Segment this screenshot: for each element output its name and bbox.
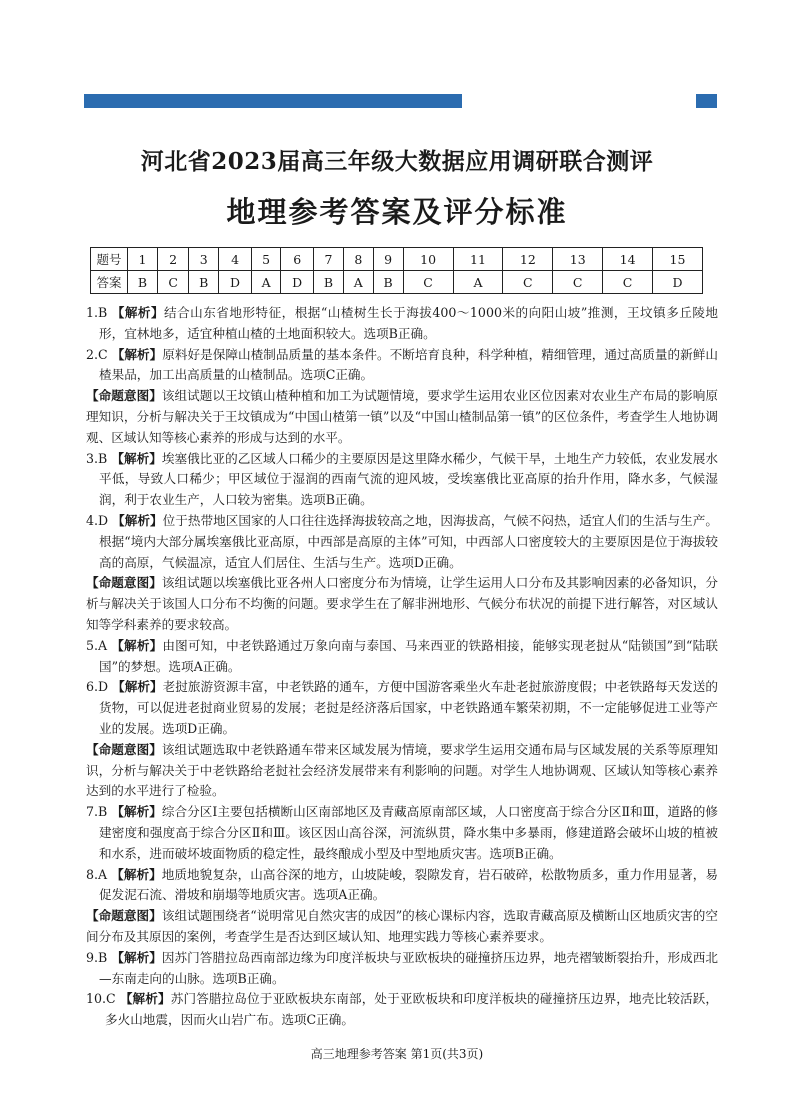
explanation-q6: 6.D 【解析】老挝旅游资源丰富，中老铁路的通车，方便中国游客乘坐火车赴老挝旅游度假；中老铁路每天发送的货物，可以促进老挝商业贸易的发展；老挝是经济落后国家，中老铁路通车繁荣初期，不一定能够促进工业等产业的发展。选项D正确。	[86, 679, 719, 736]
question-number-cell: 5	[251, 248, 281, 271]
question-number-cell: 4	[219, 248, 252, 271]
section-tag: 【解析】	[112, 512, 163, 528]
answer-cell: C	[158, 271, 189, 294]
design-intent-1: 【命题意图】该组试题以王坟镇山楂种植和加工为试题情境，要求学生运用农业区位因素对农业生产布局的影响原理知识，分析与解决关于王坟镇成为“中国山楂第一镇”以及“中国山楂制品第一镇”的区位条件，考查学生人地协调观、区域认知等核心素养的形成与达到的水平。	[86, 388, 719, 445]
section-tag: 【命题意图】	[86, 741, 162, 757]
design-intent-4: 【命题意图】该组试题围绕者“说明常见自然灾害的成因”的核心课标内容，选取青藏高原及横断山区地质灾害的空间分布及其原因的案例，考查学生是否达到区域认知、地理实践力等核心素养要求。	[86, 908, 718, 944]
answer-cell: D	[281, 271, 314, 294]
answer-cell: B	[189, 271, 219, 294]
answer-cell: D	[653, 271, 703, 294]
question-number-cell: 11	[453, 248, 503, 271]
question-number-cell: 9	[373, 248, 403, 271]
section-tag: 【命题意图】	[86, 388, 162, 404]
question-number-cell: 2	[158, 248, 189, 271]
answer-table	[90, 247, 703, 294]
answer-cell: D	[219, 271, 252, 294]
section-tag: 【解析】	[111, 866, 162, 882]
question-number-cell: 10	[403, 248, 453, 271]
answer-cell: A	[251, 271, 281, 294]
explanation-q2: 2.C 【解析】原料好是保障山楂制品质量的基本条件。不断培育良种，科学种植，精细管理，通过高质量的新鲜山楂果品，加工出高质量的山楂制品。选项C正确。	[86, 346, 719, 383]
question-number-cell: 12	[503, 248, 553, 271]
explanation-q10: 10.C 【解析】苏门答腊拉岛位于亚欧板块东南部，处于亚欧板块和印度洋板块的碰撞挤压边界，地壳比较活跃，多火山地震，因而火山岩广布。选项C正确。	[86, 991, 719, 1028]
question-number-cell: 14	[603, 248, 653, 271]
answer-explanations	[86, 303, 718, 1031]
section-tag: 【解析】	[111, 949, 162, 965]
explanation-q8: 8.A 【解析】地质地貌复杂，山高谷深的地方，山坡陡峻，裂隙发育，岩石破碎，松散物质多，重力作用显著，易促发泥石流、滑坡和崩塌等地质灾害。选项A正确。	[86, 866, 719, 903]
question-number-cell: 3	[189, 248, 219, 271]
explanation-q5: 5.A 【解析】由图可知，中老铁路通过万象向南与泰国、马来西亚的铁路相接，能够实现老挝从“陆锁国”到“陆联国”的梦想。选项A正确。	[86, 637, 719, 674]
answer-cell: B	[313, 271, 343, 294]
answer-cell: A	[453, 271, 503, 294]
section-tag: 【命题意图】	[86, 575, 162, 591]
exam-title: 河北省2023届高三年级大数据应用调研联合测评	[140, 148, 654, 175]
answer-cell: B	[128, 271, 158, 294]
document-title: 地理参考答案及评分标准	[226, 195, 568, 229]
design-intent-3: 【命题意图】该组试题选取中老铁路通车带来区域发展为情境，要求学生运用交通布局与区域发展的关系等原理知识，分析与解决关于中老铁路给老挝社会经济发展带来有利影响的问题。对学生人地协调观、区域认知等核心素养达到的水平进行了检验。	[86, 741, 719, 799]
explanation-q7: 7.B 【解析】综合分区Ⅰ主要包括横断山区南部地区及青藏高原南部区域，人口密度高于综合分区Ⅱ和Ⅲ，道路的修建密度和强度高于综合分区Ⅱ和Ⅲ。该区因山高谷深，河流纵贯，降水集中多暴雨，修建道路会破坏山坡的植被和水系，进而破坏坡面物质的稳定性，最终酿成小型及中型地质灾害。选项B正确。	[86, 804, 718, 861]
answer-cell: B	[373, 271, 403, 294]
question-number-cell: 15	[653, 248, 703, 271]
design-intent-2: 【命题意图】该组试题以埃塞俄比亚各州人口密度分布为情境，让学生运用人口分布及其影响因素的必备知识，分析与解决关于该国人口分布不均衡的问题。要求学生在了解非洲地形、气候分布状况的前提下进行解答，对区域认知等学科素养的要求较高。	[86, 575, 719, 632]
header-accent-square	[696, 94, 717, 108]
answer-cell: C	[603, 271, 653, 294]
section-tag: 【解析】	[111, 305, 165, 320]
question-number-cell: 13	[553, 248, 603, 271]
section-tag: 【解析】	[111, 804, 162, 820]
section-tag: 【解析】	[111, 450, 162, 466]
section-tag: 【解析】	[111, 637, 163, 653]
question-number-cell: 1	[128, 248, 158, 271]
question-number-row	[91, 248, 703, 271]
header-accent-bar	[84, 94, 462, 108]
section-tag: 【解析】	[111, 346, 163, 362]
explanation-q4: 4.D 【解析】位于热带地区国家的人口往往选择海拔较高之地，因海拔高，气候不闷热，适宜人们的生活与生产。根据“境内大部分属埃塞俄比亚高原，中西部是高原的主体”可知，中西部人口密度较大的主要原因是位于海拔较高的高原，气候温凉，适宜人们居住、生活与生产。选项D正确。	[86, 512, 719, 570]
answer-row	[91, 271, 703, 294]
explanation-q1: 1.B 【解析】结合山东省地形特征，根据“山楂树生长于海拔400～1000米的向阳山坡”推测，王坟镇多丘陵地形，宜林地多，适宜种植山楂的土地面积较大。选项B正确。	[86, 305, 718, 341]
answer-cell: C	[553, 271, 603, 294]
answer-cell: C	[403, 271, 453, 294]
page-footer: 高三地理参考答案 第1页(共3页)	[310, 1047, 484, 1061]
explanation-q3: 3.B 【解析】埃塞俄比亚的乙区域人口稀少的主要原因是这里降水稀少，气候干旱，土地生产力较低，农业发展水平低，导致人口稀少；甲区域位于湿润的西南气流的迎风坡，受埃塞俄比亚高原的抬升作用，降水多，气候湿润，利于农业生产，人口较为密集。选项B正确。	[86, 450, 719, 508]
section-tag: 【命题意图】	[86, 908, 162, 924]
question-number-cell: 6	[281, 248, 314, 271]
row-label-number: 题号	[91, 248, 128, 271]
answer-cell: C	[503, 271, 553, 294]
question-number-cell: 7	[313, 248, 343, 271]
question-number-cell: 8	[344, 248, 374, 271]
row-label-answer: 答案	[91, 271, 128, 294]
section-tag: 【解析】	[112, 679, 163, 695]
explanation-q9: 9.B 【解析】因苏门答腊拉岛西南部边缘为印度洋板块与亚欧板块的碰撞挤压边界，地壳褶皱断裂抬升，形成西北—东南走向的山脉。选项B正确。	[86, 949, 719, 986]
answer-cell: A	[344, 271, 374, 294]
section-tag: 【解析】	[119, 991, 171, 1007]
